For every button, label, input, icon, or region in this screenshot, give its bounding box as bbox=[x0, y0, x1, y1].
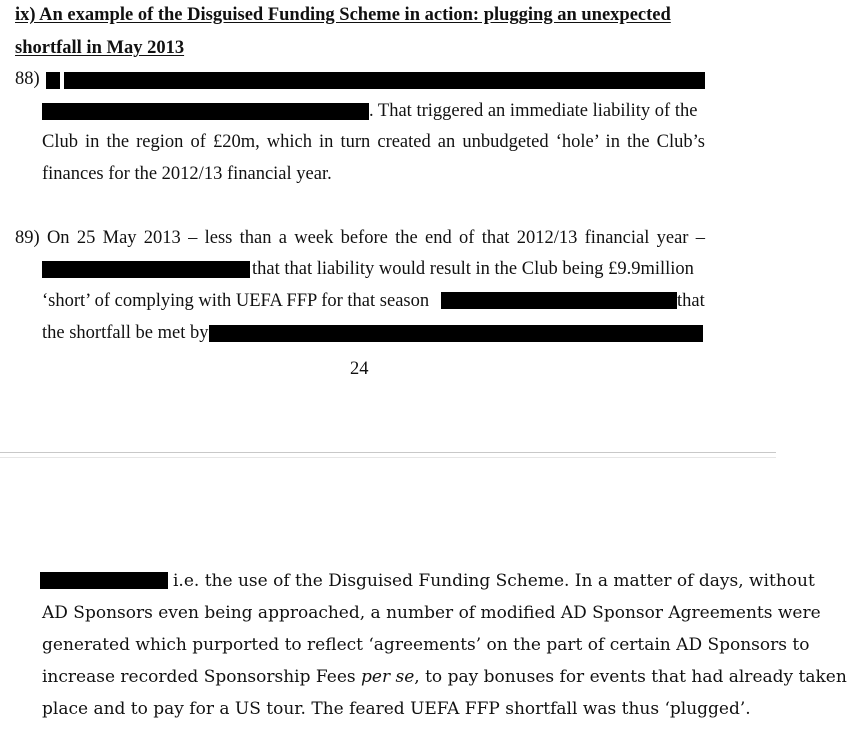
paragraph-89-line-4: the shortfall be met by bbox=[42, 323, 209, 343]
redaction-block bbox=[209, 325, 703, 342]
paragraph-88-line-3: Club in the region of £20m, which in turn created an unbudgeted ‘hole’ in the Club’s bbox=[42, 132, 705, 152]
redaction-block bbox=[441, 292, 677, 309]
paragraph-89-line-3-end: that bbox=[677, 291, 705, 311]
paragraph-88-number: 88) bbox=[15, 69, 40, 89]
paragraph-89-line-2: that that liability would result in the Club being £9.9million bbox=[252, 259, 694, 279]
paragraph-88-line-4: finances for the 2012/13 financial year. bbox=[42, 164, 332, 184]
redaction-block bbox=[42, 261, 250, 278]
paragraph-89-line-3: ‘short’ of complying with UEFA FFP for that season bbox=[42, 291, 430, 311]
italic-term: per se bbox=[361, 667, 415, 687]
continuation-line-4 bbox=[42, 667, 847, 687]
paragraph-89-line-1: 89) On 25 May 2013 – less than a week before the end of that 2012/13 financial year – bbox=[15, 228, 705, 248]
continuation-line-1: i.e. the use of the Disguised Funding Scheme. In a matter of days, without bbox=[173, 571, 815, 591]
redaction-block bbox=[42, 103, 369, 120]
redaction-block bbox=[64, 72, 705, 89]
section-heading-line-2: shortfall in May 2013 bbox=[15, 38, 185, 58]
line-4-text: , to pay bonuses for events that had already taken bbox=[414, 667, 847, 687]
page-break-line bbox=[0, 452, 776, 453]
continuation-line-5: place and to pay for a US tour. The feared UEFA FFP shortfall was thus ‘plugged’. bbox=[42, 699, 751, 719]
line-4-text: increase recorded Sponsorship Fees bbox=[42, 667, 362, 687]
continuation-line-2: AD Sponsors even being approached, a number of modified AD Sponsor Agreements were bbox=[42, 603, 821, 623]
page-break-line bbox=[0, 457, 776, 458]
section-heading-line-1: ix) An example of the Disguised Funding Scheme in action: plugging an unexpected bbox=[15, 5, 671, 25]
redaction-block bbox=[40, 572, 168, 589]
redaction-block bbox=[46, 72, 60, 89]
page-number: 24 bbox=[350, 359, 369, 379]
paragraph-88-line-2: . That triggered an immediate liability of the bbox=[369, 101, 698, 121]
continuation-line-3: generated which purported to reflect ‘agreements’ on the part of certain AD Sponsors to bbox=[42, 635, 810, 655]
